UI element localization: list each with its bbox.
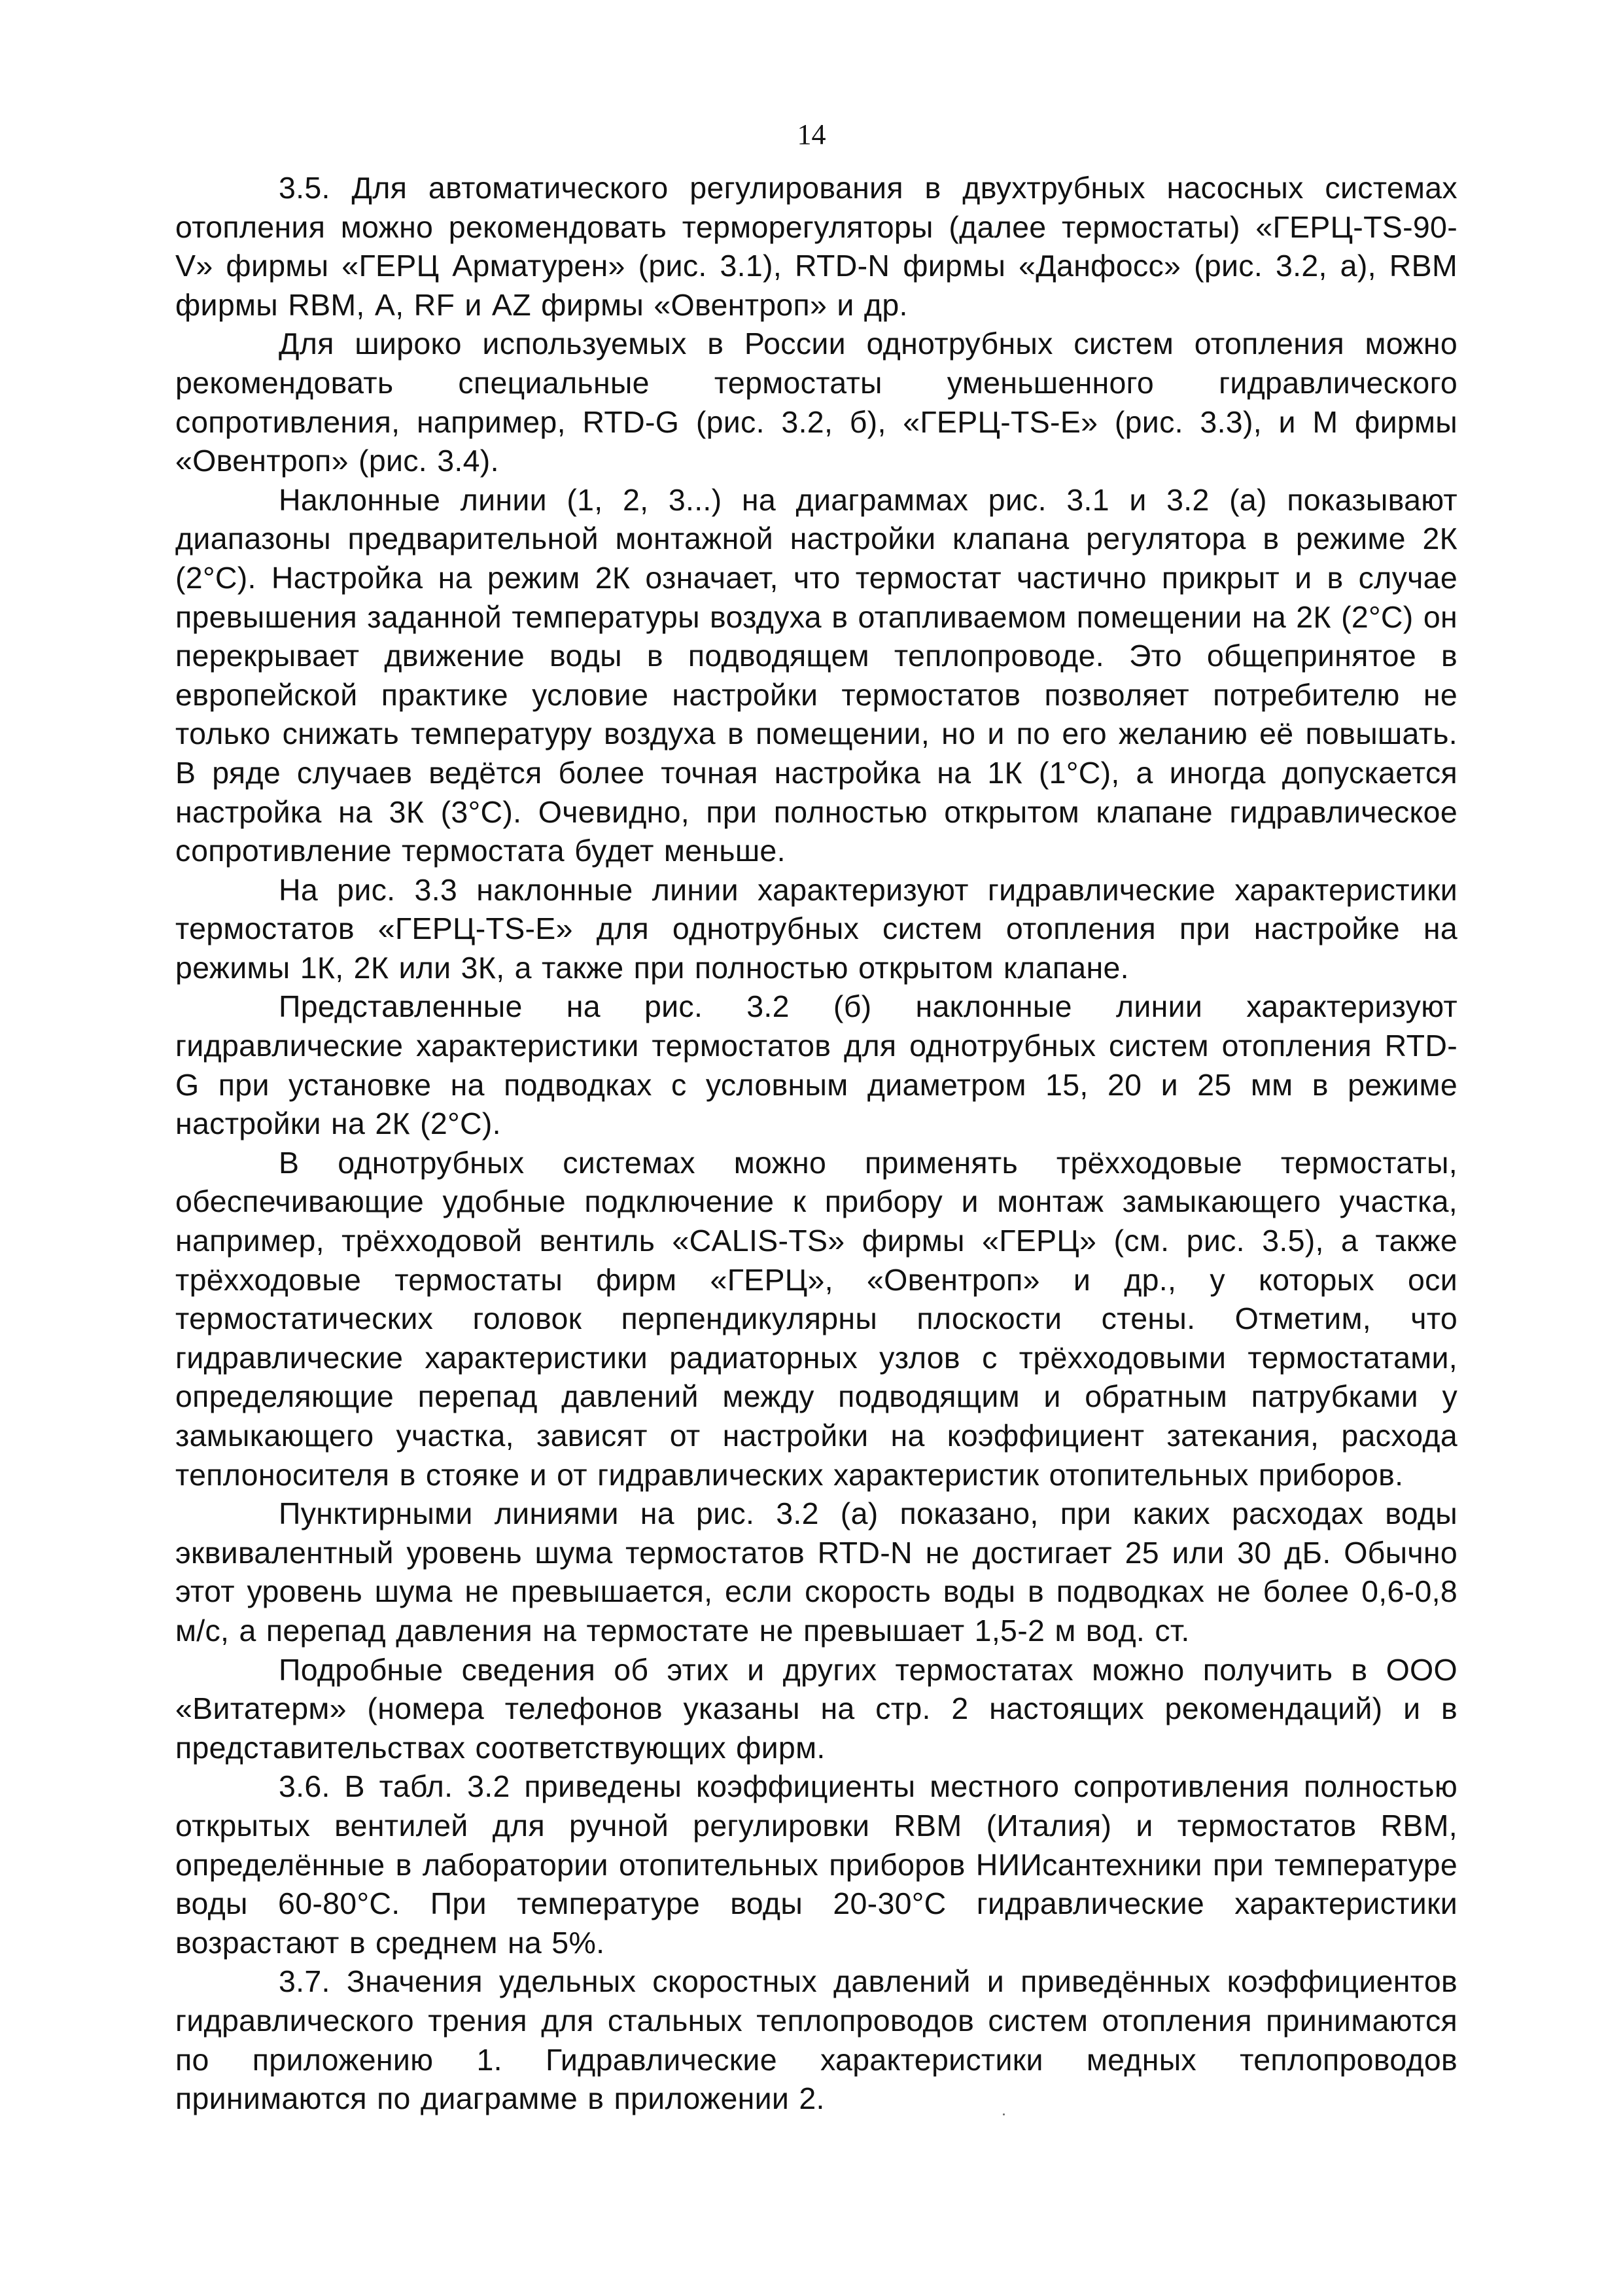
paragraph-inclined-lines-settings: Наклонные линии (1, 2, 3...) на диаграммах рис. 3.1 и 3.2 (а) показывают диапазоны предварительной монтажной настройки клапана регулятора в режиме 2К (2°С). Настройка на режим 2К означает, что термостат частично прикрыт и в случае превышения заданной температуры воздуха в отапливаемом помещении на 2К (2°С) он перекрывает движение воды в подводящем теплопроводе. Это общепринятое в европейской практике условие настройки термостатов позволяет потребителю не только снижать температуру воздуха в помещении, но и по его желанию её повышать. В ряде случаев ведётся более точная настройка на 1К (1°С), а иногда допускается настройка на 3К (3°С). Очевидно, при полностью открытом клапане гидравлическое сопротивление термостата будет меньше. — [175, 482, 1457, 868]
paragraph-fig-3-2b: Представленные на рис. 3.2 (б) наклонные линии характеризуют гидравлические характеристики термостатов для однотрубных систем отопления RTD-G при установке на подводках с условным диаметром 15, 20 и 25 мм в режиме настройки на 2К (2°С). — [175, 989, 1457, 1141]
paragraph-3-7: 3.7. Значения удельных скоростных давлений и приведённых коэффициентов гидравлического трения для стальных теплопроводов систем отопления принимаются по приложению 1. Гидравлические характеристики медных теплопроводов принимаются по диаграмме в приложении 2. — [175, 1964, 1457, 2116]
scan-speck — [1003, 2113, 1005, 2115]
paragraph-3-6: 3.6. В табл. 3.2 приведены коэффициенты местного сопротивления полностью открытых вентилей для ручной регулировки RBM (Италия) и термостатов RBM, определённые в лаборатории отопительных приборов НИИсантехники при температуре воды 60-80°С. При температуре воды 20-30°С гидравлические характеристики возрастают в среднем на 5%. — [175, 1769, 1457, 1960]
paragraph-vitaterm-info: Подробные сведения об этих и других термостатах можно получить в ООО «Витатерм» (номера телефонов указаны на стр. 2 настоящих рекомендаций) и в представительствах соответствующих фирм. — [175, 1652, 1457, 1765]
paragraph-fig-3-3: На рис. 3.3 наклонные линии характеризуют гидравлические характеристики термостатов «ГЕРЦ-TS-E» для однотрубных систем отопления при настройке на режимы 1К, 2К или 3К, а также при полностью открытом клапане. — [175, 872, 1457, 985]
paragraph-three-way-thermostats: В однотрубных системах можно применять трёхходовые термостаты, обеспечивающие удобные подключение к прибору и монтаж замыкающего участка, например, трёхходовой вентиль «CALIS-TS» фирмы «ГЕРЦ» (см. рис. 3.5), а также трёхходовые термостаты фирм «ГЕРЦ», «Овентроп» и др., у которых оси термостатических головок перпендикулярны плоскости стены. Отметим, что гидравлические характеристики радиаторных узлов с трёхходовыми термостатами, определяющие перепад давлений между подводящим и обратным патрубками у замыкающего участка, зависят от настройки на коэффициент затекания, расхода теплоносителя в стояке и от гидравлических характеристик отопительных приборов. — [175, 1145, 1457, 1492]
paragraph-3-5: 3.5. Для автоматического регулирования в двухтрубных насосных системах отопления можно рекомендовать терморегуляторы (далее термостаты) «ГЕРЦ-TS-90-V» фирмы «ГЕРЦ Арматурен» (рис. 3.1), RTD-N фирмы «Данфосс» (рис. 3.2, а), RBM фирмы RBM, А, RF и AZ фирмы «Овентроп» и др. — [175, 171, 1457, 322]
page-body — [175, 169, 1457, 2119]
paragraph-one-pipe-thermostats: Для широко используемых в России однотрубных систем отопления можно рекомендовать специальные термостаты уменьшенного гидравлического сопротивления, например, RTD-G (рис. 3.2, б), «ГЕРЦ-TS-E» (рис. 3.3), и М фирмы «Овентроп» (рис. 3.4). — [175, 327, 1457, 478]
paragraph-noise-level: Пунктирными линиями на рис. 3.2 (а) показано, при каких расходах воды эквивалентный уровень шума термостатов RTD-N не достигает 25 или 30 дБ. Обычно этот уровень шума не превышается, если скорость воды в подводках не более 0,6-0,8 м/с, а перепад давления на термостате не превышает 1,5-2 м вод. ст. — [175, 1496, 1457, 1648]
page-number: 14 — [797, 118, 826, 150]
